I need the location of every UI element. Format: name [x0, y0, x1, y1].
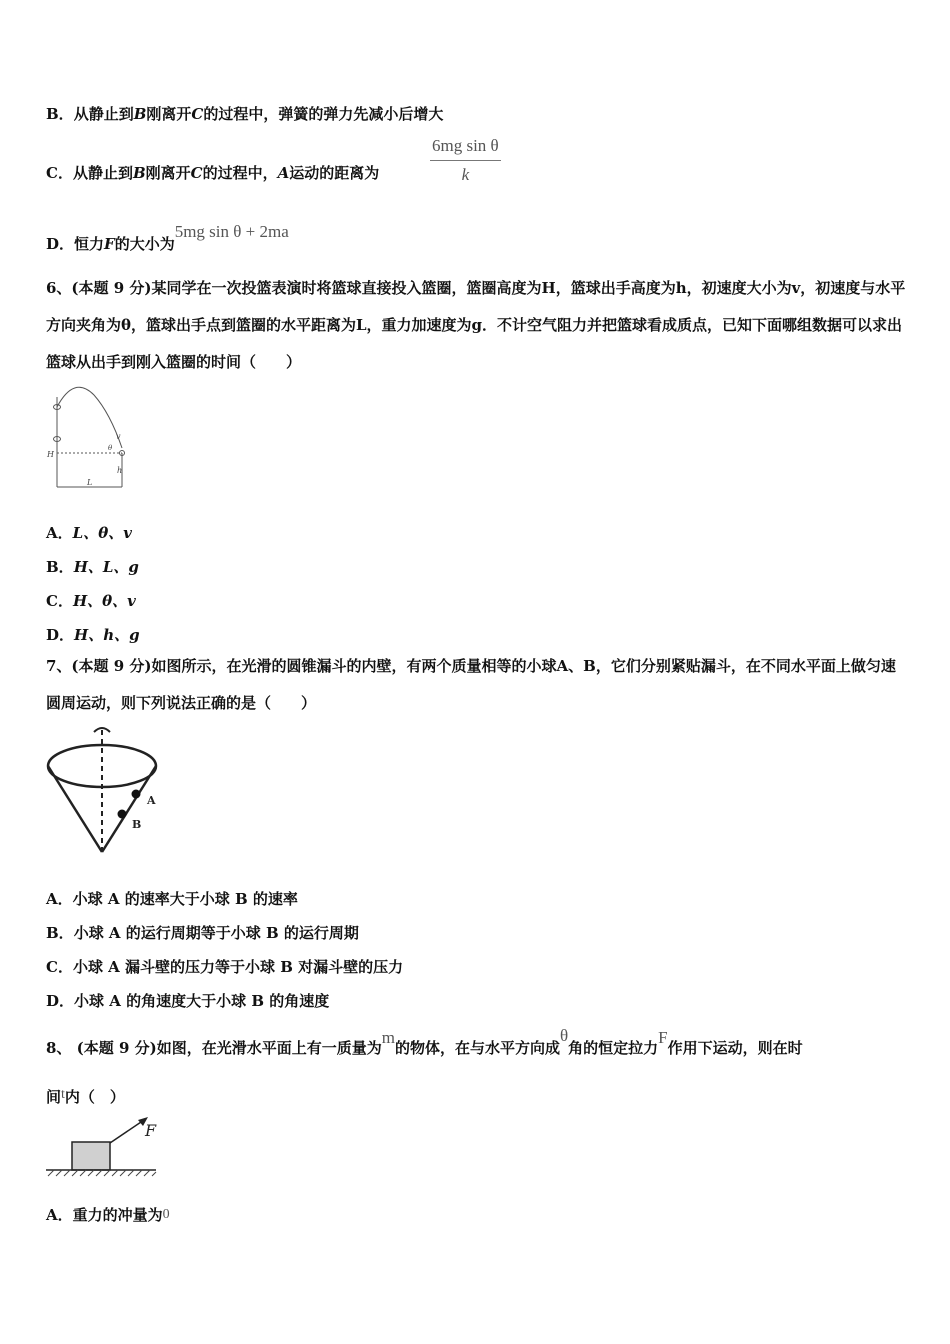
q7-option-a: A．小球 A 的速率大于小球 B 的速率 — [46, 890, 298, 908]
fig-label-a: A — [147, 794, 156, 807]
ball-a — [132, 790, 141, 799]
fig-label-f: F — [145, 1121, 157, 1140]
basketball-figure — [44, 383, 134, 493]
q6-option-c: C．H、θ、v — [46, 592, 136, 610]
fig-label-b: B — [132, 818, 142, 831]
block-force-figure — [44, 1112, 164, 1182]
fig-label-h: h — [117, 466, 123, 475]
distance-fraction: $\frac{\text{6mg sin θ}}{k}$ — [432, 136, 499, 184]
fig-label-H: H — [47, 450, 54, 459]
fig-label-theta: θ — [108, 444, 113, 452]
fig-label-L: L — [87, 478, 93, 487]
q6-option-a: A．L、θ、v — [46, 524, 132, 542]
q8-stem-line2: 间t内（ ） — [46, 1087, 125, 1106]
fig-label-v: v — [116, 432, 121, 441]
cone-funnel-figure — [44, 722, 174, 862]
q6-stem: 6、(本题 9 分)某同学在一次投篮表演时将篮球直接投入篮圈，篮圈高度为H，篮球出手高度为h，初速度大小为v，初速度与水平方向夹角为θ，篮球出手点到篮圈的水平距离为L，重力加速度为g．不计空气阻力并把篮球看成质点，已知下面哪组数据可以求出篮球从出手到刚入篮圈的时间（ ） — [46, 279, 906, 371]
q7-stem: 7、(本题 9 分)如图所示，在光滑的圆锥漏斗的内壁，有两个质量相等的小球A、B，它们分别紧贴漏斗，在不同水平面上做匀速圆周运动，则下列说法正确的是（ ） — [46, 657, 896, 712]
q7-option-d: D．小球 A 的角速度大于小球 B 的角速度 — [46, 992, 330, 1010]
q8-option-a: A．重力的冲量为0 — [46, 1206, 170, 1224]
q5-option-b: B．从静止到B刚离开C的过程中，弹簧的弹力先减小后增大 — [46, 105, 444, 123]
q5-option-d: D．恒力F的大小为5mg sin θ + 2ma — [46, 222, 289, 253]
q6-option-b: B．H、L、g — [46, 558, 139, 576]
q7-option-c: C．小球 A 漏斗壁的压力等于小球 B 对漏斗壁的压力 — [46, 958, 404, 976]
q8-stem-line1: 8、 (本题 9 分)如图，在光滑水平面上有一质量为m的物体，在与水平方向成θ角的恒定拉力F作用下运动，则在时 — [46, 1026, 803, 1057]
q5-option-c: C．从静止到B刚离开C的过程中，A运动的距离为 — [46, 164, 380, 182]
ball-b — [118, 810, 127, 819]
q6-option-d: D．H、h、g — [46, 626, 140, 644]
q7-option-b: B．小球 A 的运行周期等于小球 B 的运行周期 — [46, 924, 359, 942]
